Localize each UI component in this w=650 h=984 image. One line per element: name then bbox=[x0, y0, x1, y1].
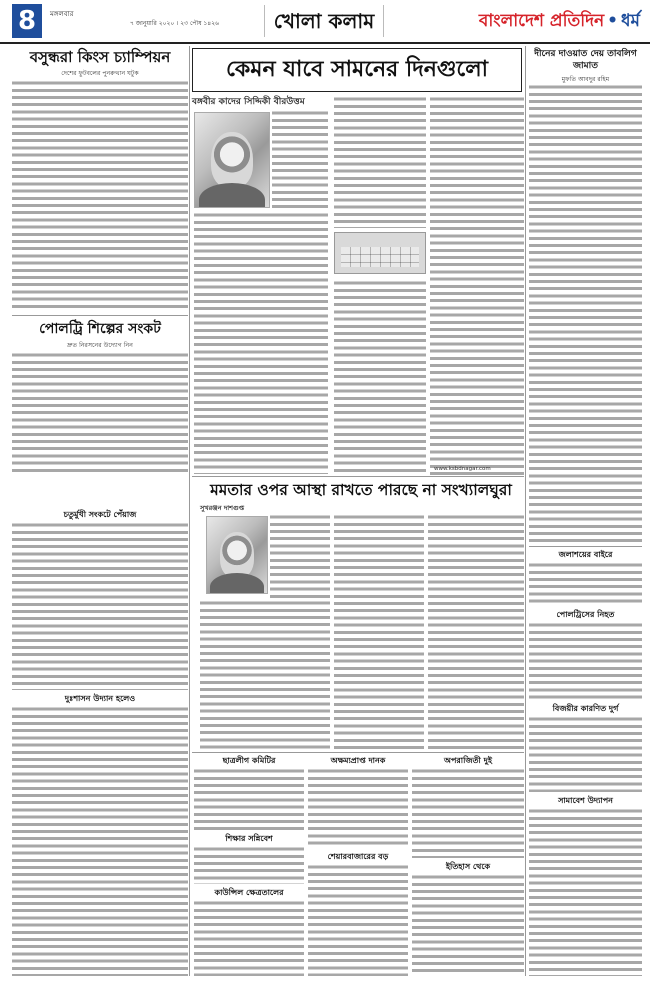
mamata-body-col3 bbox=[428, 514, 524, 750]
letter-history bbox=[412, 874, 524, 976]
letter-two bbox=[412, 768, 524, 858]
subhead-rally: সামাবেশ উদ্যাপন bbox=[558, 796, 613, 805]
subhead-fort: বিজয়ীর কারণিত দুর্গ bbox=[552, 704, 619, 713]
main-body-col1 bbox=[194, 212, 328, 474]
mamata-headline: মমতার ওপর আস্থা রাখতে পারছে না সংখ্যালঘুরা bbox=[210, 481, 512, 499]
kings-headline: বসুন্ধরা কিংস চ্যাম্পিয়ন bbox=[29, 48, 171, 66]
letter-onion bbox=[12, 522, 188, 690]
mamata-body-intro bbox=[270, 514, 330, 598]
letter-education bbox=[194, 846, 304, 884]
section-divider bbox=[529, 546, 642, 547]
section-divider bbox=[192, 476, 524, 477]
column-divider bbox=[525, 46, 526, 976]
letter-donor bbox=[308, 768, 408, 848]
section-divider bbox=[192, 752, 524, 753]
letter-killed bbox=[529, 622, 642, 700]
kings-subheadline: দেশের ফুটবলের পুনরুত্থান ঘটুক bbox=[61, 70, 139, 77]
main-body-col2b bbox=[334, 280, 426, 476]
section-divider bbox=[12, 315, 188, 316]
section-title: খোলা কলাম bbox=[264, 5, 384, 37]
subhead-killed: পোলট্রিসের নিহত bbox=[556, 610, 615, 619]
author-photo bbox=[194, 112, 270, 208]
masthead-separator: • bbox=[607, 11, 619, 31]
subhead-onion: চতুর্মুখী সংকটে পেঁয়াজ bbox=[63, 510, 137, 519]
main-body-intro bbox=[272, 110, 328, 210]
subhead-education: শিক্ষার সন্নিবেশ bbox=[225, 834, 273, 843]
subhead-two: অপরাজিতী দুই bbox=[444, 756, 492, 765]
letter-rally bbox=[529, 808, 642, 976]
mamata-body-col1 bbox=[200, 600, 330, 750]
mamata-body-col2 bbox=[334, 514, 424, 750]
letter-waterbody bbox=[529, 562, 642, 606]
calendar-image bbox=[334, 232, 426, 274]
religion-byline: মুফতি আবদুর রহিম bbox=[561, 76, 610, 83]
main-body-col2 bbox=[334, 96, 426, 228]
letter-sharemarket bbox=[308, 864, 408, 976]
kings-body bbox=[12, 80, 188, 312]
religion-body bbox=[529, 84, 642, 542]
poultry-subheadline: দ্রুত নিরসনের উদ্যোগ নিন bbox=[67, 342, 133, 349]
image-credit: www.ksbdnagar.com bbox=[434, 466, 491, 472]
main-body-col3 bbox=[430, 96, 524, 476]
mamata-byline: সুখরঞ্জন দাশগুপ্ত bbox=[200, 504, 245, 512]
subhead-history: ইতিহাস থেকে bbox=[445, 862, 491, 871]
subhead-donor: অক্ষম্যপ্রাপ্ত দানক bbox=[330, 756, 386, 765]
main-byline: বঙ্গবীর কাদের সিদ্দিকী বীরউত্তম bbox=[192, 97, 305, 107]
religion-headline: দীনের দাওয়াত দেয় তাবলিগ জামাত bbox=[534, 49, 637, 71]
subhead-misrule: দুঃশাসন উদ্যান হলেও bbox=[64, 694, 136, 703]
header-date: ৭ জানুয়ারি ২০২০ । ২৩ পৌষ ১৪২৬ bbox=[130, 20, 219, 27]
subhead-chhatraleague: ছাত্রলীগ কমিটির bbox=[222, 756, 276, 765]
section-tag: ধর্ম bbox=[621, 11, 640, 31]
page-number: 8 bbox=[12, 4, 42, 38]
brand-logo: বাংলাদেশ প্রতিদিন bbox=[478, 11, 605, 31]
letter-fort bbox=[529, 716, 642, 792]
column-divider bbox=[189, 46, 190, 976]
letter-misrule bbox=[12, 706, 188, 976]
page-header bbox=[0, 0, 650, 44]
masthead bbox=[479, 8, 640, 34]
letter-council bbox=[194, 900, 304, 976]
header-day: মঙ্গলবার bbox=[50, 10, 74, 18]
letter-chhatraleague bbox=[194, 768, 304, 830]
subhead-council: কাউন্সিল ক্ষেত্রতালের bbox=[214, 888, 284, 897]
main-headline: কেমন যাবে সামনের দিনগুলো bbox=[192, 48, 522, 92]
poultry-headline: পোলট্রি শিল্পের সংকট bbox=[39, 321, 161, 337]
columnist-photo bbox=[206, 516, 268, 594]
poultry-body bbox=[12, 352, 188, 474]
subhead-waterbody: জলাশয়ের বাইরে bbox=[558, 550, 613, 559]
subhead-sharemarket: শেয়ারবাজারের বড় bbox=[327, 852, 389, 861]
